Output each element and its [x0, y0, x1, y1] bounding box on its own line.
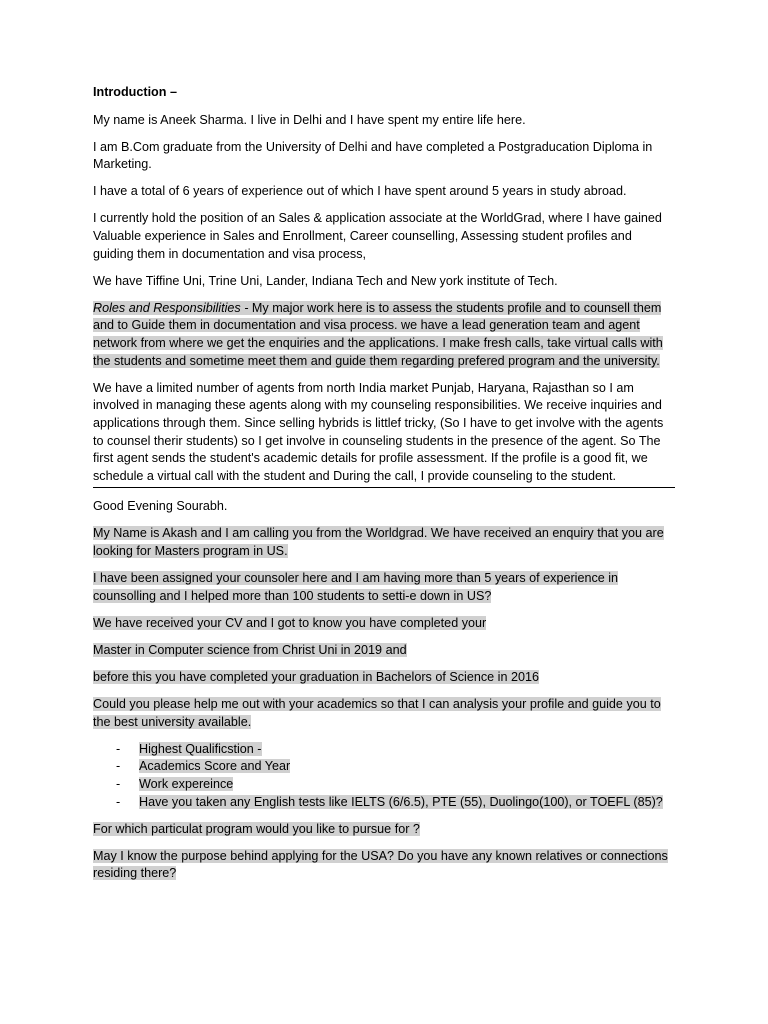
intro-paragraph-position: I currently hold the position of an Sales & application associate at the WorldGrad, where I have gained Valuable experience in Sales and Enrollment, Career counselling, Assessing student profiles and guiding them in documentation and visa process, — [93, 211, 662, 261]
list-item — [93, 741, 675, 759]
roles-paragraph — [93, 300, 675, 370]
script-line-academics — [93, 696, 675, 731]
script-line-academics-text: Could you please help me out with your academics so that I can analysis your profile and guide you to the best university available. — [93, 697, 661, 729]
list-item — [93, 776, 675, 794]
script-line-purpose — [93, 848, 675, 883]
dash-bullet: - — [116, 794, 121, 809]
dash-bullet: - — [116, 741, 121, 756]
script-line-experience-text: I have been assigned your counsoler here and I am having more than 5 years of experience in counsolling and I helped more than 100 students to setti-e down in US? — [93, 571, 619, 603]
script-line-program-text: For which particulat program would you like to pursue for ? — [93, 821, 420, 836]
roles-label: Roles and Responsibilities - — [93, 300, 249, 315]
script-line-cv — [93, 615, 675, 633]
question-list — [93, 741, 675, 811]
script-line-purpose-text: May I know the purpose behind applying for the USA? Do you have any known relatives or connections residing there? — [93, 848, 668, 881]
section-divider — [93, 487, 675, 488]
list-item-text: Have you taken any English tests like IELTS (6/6.5), PTE (55), Duolingo(100), or TOEFL (85)? — [139, 794, 663, 809]
intro-paragraph-education: I am B.Com graduate from the University of Delhi and have completed a Postgraducation Diploma in Marketing. — [93, 139, 653, 172]
script-line-program — [93, 821, 675, 839]
list-item — [93, 758, 675, 776]
script-line-masters — [93, 642, 675, 660]
script-line-cv-text: We have received your CV and I got to know you have completed your — [93, 615, 487, 630]
intro-paragraph-agents: We have a limited number of agents from north India market Punjab, Haryana, Rajasthan so I am involved in managing these agents along with my counseling responsibilities. We receive inquiries and applications through them. Since selling hybrids is littlef tricky, (So I have to get involve with the agents to counsel therir students) so I get involve in counseling students in the presence of the agent. So The first agent sends the student's academic details for profile assessment. If the profile is a good fit, we schedule a virtual call with the student and During the call, I provide counseling to the student. — [93, 380, 664, 483]
script-line-experience — [93, 570, 675, 605]
intro-title: Introduction – — [93, 85, 177, 99]
list-item-text: Work expereince — [139, 776, 234, 791]
list-item-text: Academics Score and Year — [139, 759, 291, 774]
roles-highlight — [93, 301, 663, 368]
script-greeting: Good Evening Sourabh. — [93, 499, 228, 514]
dash-bullet: - — [116, 776, 121, 791]
intro-paragraph-experience: I have a total of 6 years of experience out of which I have spent around 5 years in study abroad. — [93, 184, 627, 199]
script-line-graduation-text: before this you have completed your graduation in Bachelors of Science in 2016 — [93, 669, 539, 684]
script-line-intro-text: My Name is Akash and I am calling you from the Worldgrad. We have received an enquiry that you are looking for Masters program in US. — [93, 526, 664, 558]
list-item — [93, 794, 675, 812]
list-item-text: Highest Qualificstion - — [139, 741, 262, 756]
document-page — [93, 84, 675, 892]
roles-text: My major work here is to assess the students profile and to counsell them and to Guide them in documentation and visa process. we have a lead generation team and agent network from where we get the enquiries and the applications. I make fresh calls, take virtual calls with the students and sometime meet them and guide them regarding prefered program and the university. — [93, 300, 663, 368]
intro-paragraph-universities: We have Tiffine Uni, Trine Uni, Lander, Indiana Tech and New york institute of Tech. — [93, 273, 558, 288]
script-line-intro — [93, 525, 675, 560]
dash-bullet: - — [116, 759, 121, 774]
intro-paragraph-name: My name is Aneek Sharma. I live in Delhi and I have spent my entire life here. — [93, 112, 526, 127]
script-line-graduation — [93, 669, 675, 687]
script-line-masters-text: Master in Computer science from Christ Uni in 2019 and — [93, 642, 407, 657]
